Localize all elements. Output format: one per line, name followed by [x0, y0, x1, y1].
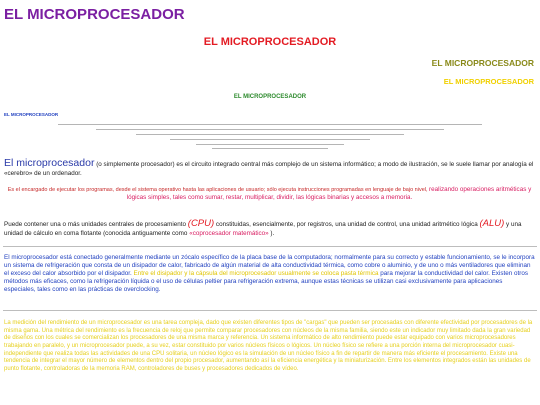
intro-text: (o simplemente procesador) es el circuito integrado central más complejo de un sistema informático; a modo de ilustración, se le suele llamar por analogía el «cerebro» de un ordenador. [4, 161, 534, 178]
function-rest-text: realizando operaciones aritméticas y lógicas simples, tales como sumar, restar, multiplicar, dividir, las lógicas binarias y accesos a memoria. [126, 186, 532, 202]
divider-2 [96, 129, 444, 130]
divider-5 [196, 144, 344, 145]
heading-level-2: EL MICROPROCESADOR [203, 36, 337, 48]
function-small-text: Es el encargado de ejecutar los programas, desde el sistema operativo hasta las aplicaciones de usuario; sólo ejecuta instrucciones programadas en lenguaje de bajo nivel, [7, 187, 430, 193]
alu-label: (ALU) [479, 218, 505, 229]
divider-full-2 [3, 310, 537, 311]
units-text-2: constituidas, esencialmente, por registros, una unidad de control, una unidad aritmético lógica [214, 221, 480, 228]
heading-level-3: EL MICROPROCESADOR [431, 58, 534, 68]
divider-4 [170, 139, 370, 140]
divider-1 [58, 124, 482, 125]
intro-lead: El microprocesador [4, 157, 95, 169]
units-paragraph [4, 218, 535, 238]
divider-6 [212, 148, 328, 149]
cooling-text-2: para mejorar la conductividad del calor. Existen otros métodos más eficaces, como la refrigeración líquida o el uso de células peltier para refrigeración extrema, aunque estas técnicas se utilizan casi exclusivamente para aplicaciones especiales, tales como en las prácticas de overclocking. [4, 270, 528, 294]
divider-full-1 [3, 246, 537, 247]
heading-level-6: EL MICROPROCESADOR [4, 112, 59, 117]
page-title: EL MICROPROCESADOR [4, 6, 185, 23]
heading-level-5: EL MICROPROCESADOR [233, 94, 307, 100]
cooling-text-1: El microprocesador está conectado generalmente mediante un zócalo específico de la placa base de la computadora; normalmente para su correcto y estable funcionamiento, se le incorpora un sistema de refrigeración que consta de un disipador de calor, fabricado de algún material de alta conductividad térmica, como cobre o aluminio, y de uno o más ventiladores que eliminan el exceso del calor absorbido por el disipador. [4, 254, 535, 278]
coprocessor-link[interactable]: «coprocesador matemático» [189, 230, 269, 238]
units-text-4: ). [268, 230, 275, 238]
cpu-label: (CPU) [187, 218, 215, 229]
function-paragraph [4, 186, 535, 202]
units-text-3: y una unidad de cálculo en coma flotante (conocida antiguamente como [4, 221, 522, 238]
cooling-paragraph [4, 254, 535, 294]
intro-paragraph [4, 157, 535, 178]
performance-paragraph: La medición del rendimiento de un microprocesador es una tarea compleja, dado que existen diferentes tipos de "cargas" que pueden ser procesadas con diferente efectividad por procesadores de la misma gama. Una métrica del rendimiento es la frecuencia de reloj que permite comparar procesadores con núcleos de la misma familia, siendo este un indicador muy limitado dada la gran variedad de diseños con los cuales se comercializan los procesadores de una misma marca y referencia. Un sistema informático de alto rendimiento puede estar equipado con varios microprocesadores trabajando en paralelo, y un microprocesador puede, a su vez, estar constituido por varios núcleos físicos o lógicos. Un núcleo físico se refiere a una porción interna del microprocesador cuasi-independiente que realiza todas las actividades de una CPU solitaria, un núcleo lógico es la simulación de un núcleo físico a fin de repartir de manera más eficiente el procesamiento. Existe una tendencia de integrar el mayor número de elementos dentro del propio procesador, aumentando así la eficiencia energética y la miniaturización. Entre los elementos integrados están las unidades de punto flotante, controladoras de la memoria RAM, controladores de buses y procesadores dedicados de vídeo. [4, 320, 533, 373]
cooling-highlight: Entre el disipador y la cápsula del microprocesador usualmente se coloca pasta térmica [133, 270, 379, 278]
units-text-1: Puede contener una o más unidades centrales de procesamiento [4, 221, 188, 228]
heading-level-4: EL MICROPROCESADOR [443, 77, 534, 86]
divider-3 [136, 134, 404, 135]
